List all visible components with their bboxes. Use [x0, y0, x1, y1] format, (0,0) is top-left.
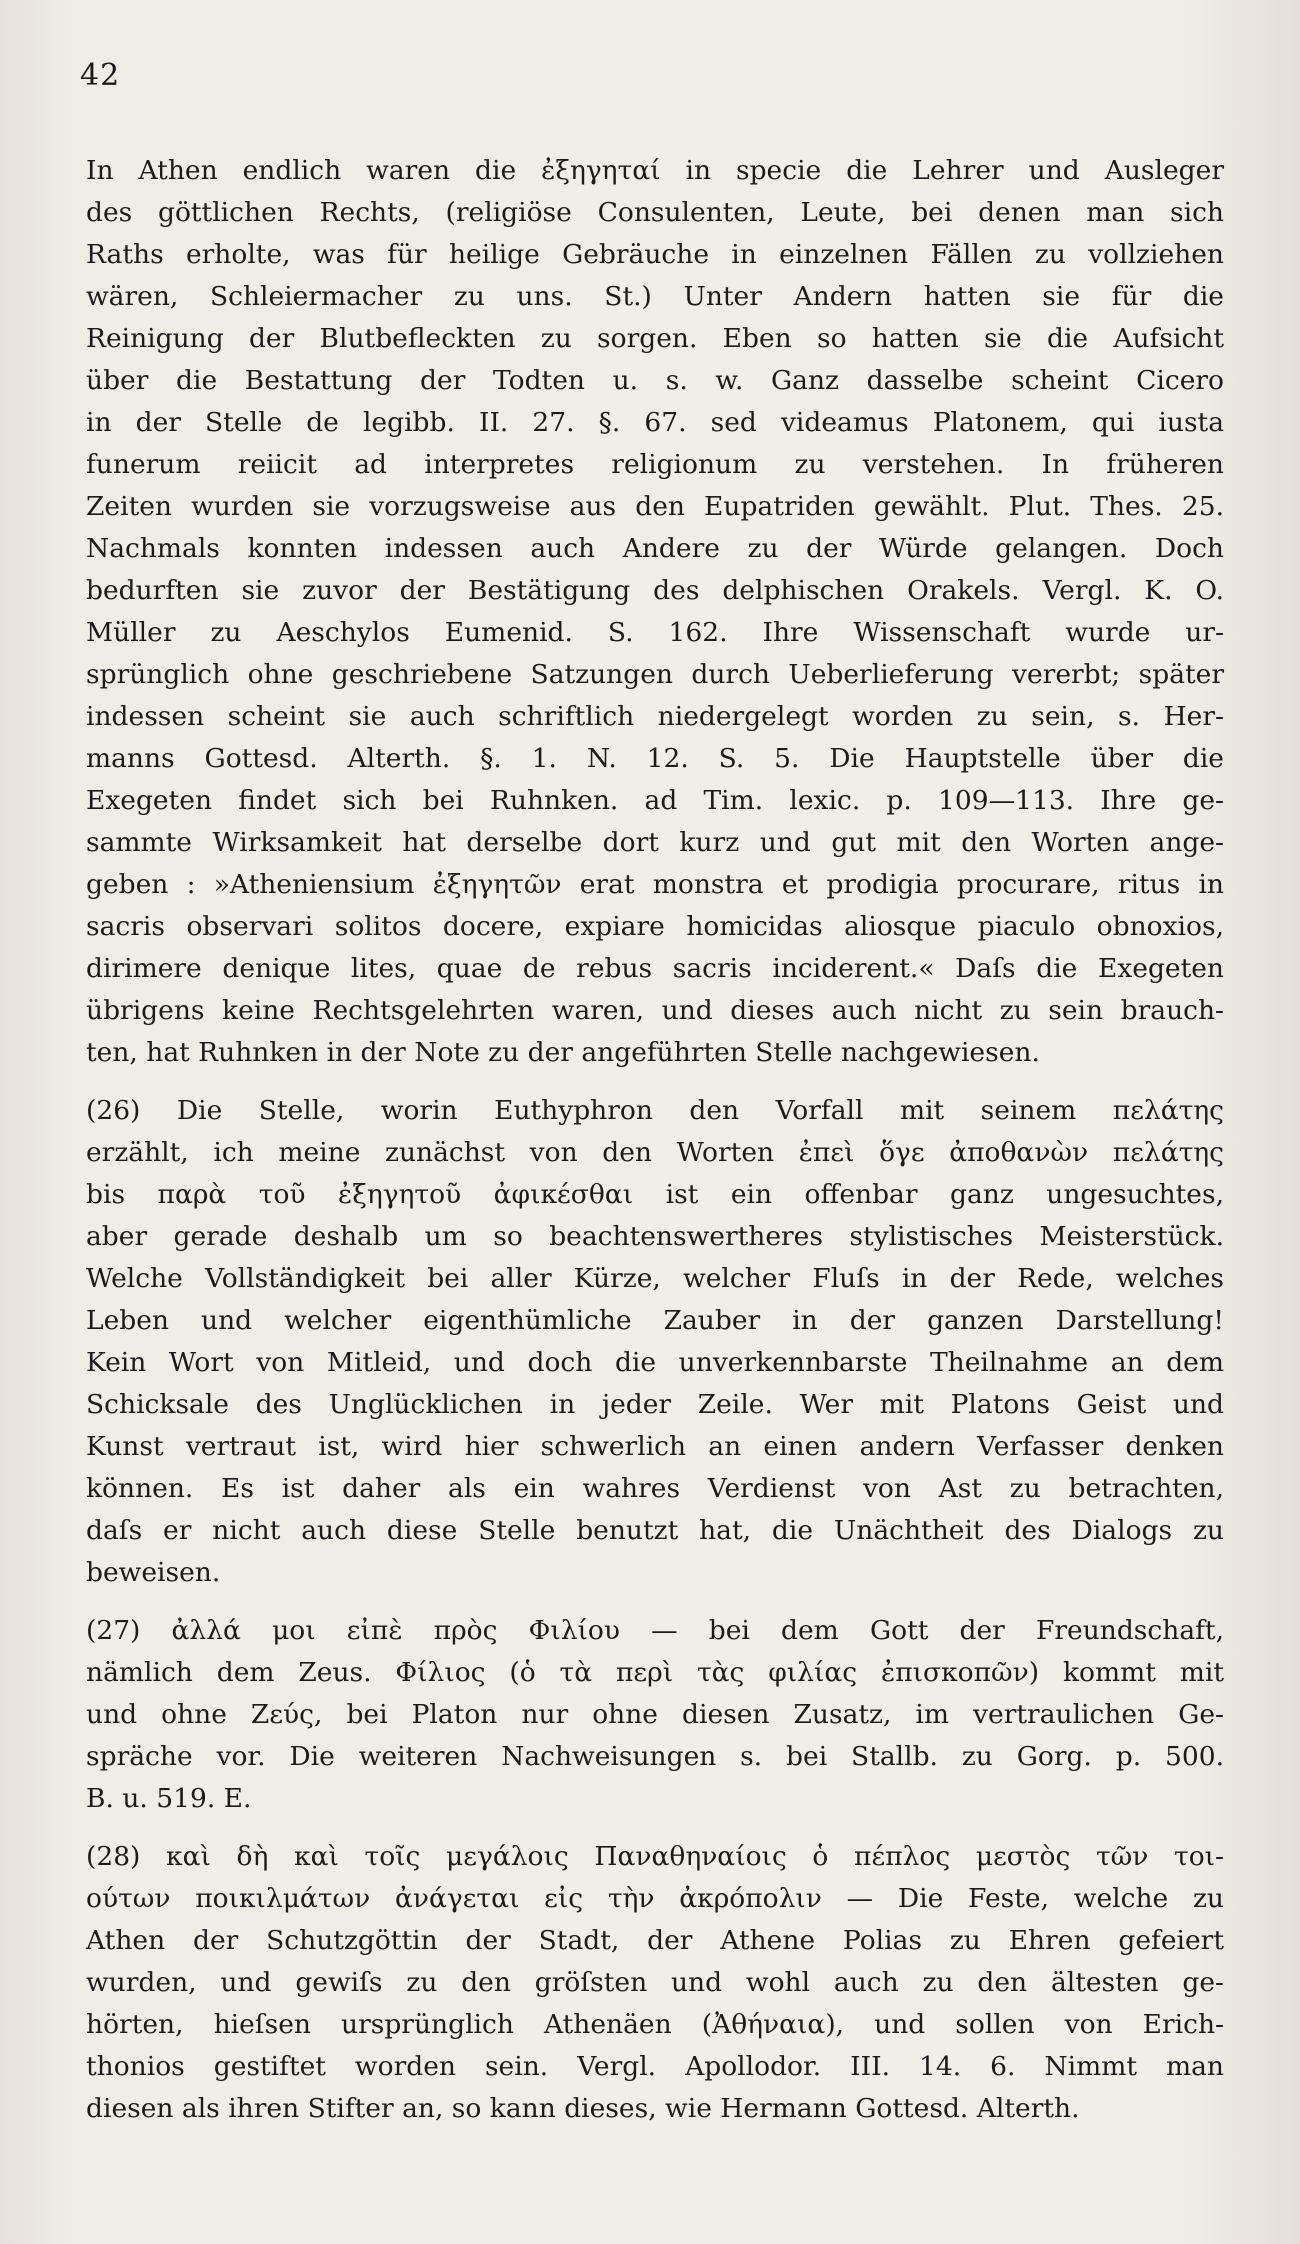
- text-line: sprünglich ohne geschriebene Satzungen durch Ueberlieferung vererbt; später: [86, 659, 1224, 690]
- text-line: Kein Wort von Mitleid, und doch die unverkennbarste Theilnahme an dem: [86, 1347, 1224, 1378]
- text-line: erzählt, ich meine zunächst von den Worten ἐπεὶ ὅγε ἀποθανὼν πελάτης: [86, 1137, 1224, 1168]
- text-line: Leben und welcher eigenthümliche Zauber in der ganzen Darstellung!: [86, 1305, 1224, 1336]
- text-line: Schicksale des Unglücklichen in jeder Zeile. Wer mit Platons Geist und: [86, 1389, 1224, 1420]
- text-line: Nachmals konnten indessen auch Andere zu der Würde gelangen. Doch: [86, 533, 1224, 564]
- text-line: wären, Schleiermacher zu uns. St.) Unter Andern hatten sie für die: [86, 281, 1224, 312]
- text-line: Welche Vollständigkeit bei aller Kürze, welcher Fluſs in der Rede, welches: [86, 1263, 1224, 1294]
- text-line: daſs er nicht auch diese Stelle benutzt hat, die Unächtheit des Dialogs zu: [86, 1515, 1224, 1546]
- text-line: dirimere denique lites, quae de rebus sacris inciderent.« Daſs die Exegeten: [86, 953, 1224, 984]
- text-line: In Athen endlich waren die ἐξηγηταί in specie die Lehrer und Ausleger: [86, 155, 1224, 186]
- text-line: bedurften sie zuvor der Bestätigung des delphischen Orakels. Vergl. K. O.: [86, 575, 1224, 606]
- text-line: manns Gottesd. Alterth. §. 1. N. 12. S. 5. Die Hauptstelle über die: [86, 743, 1224, 774]
- text-line: diesen als ihren Stifter an, so kann dieses, wie Hermann Gottesd. Alterth.: [86, 2093, 1080, 2124]
- paragraph-gap: [86, 1594, 1224, 1610]
- text-line: sacris observari solitos docere, expiare homicidas aliosque piaculo obnoxios,: [86, 911, 1224, 942]
- paragraph-gap: [86, 1820, 1224, 1836]
- text-line: und ohne Ζεύς, bei Platon nur ohne diesen Zusatz, im vertraulichen Ge-: [86, 1699, 1224, 1730]
- text-line: des göttlichen Rechts, (religiöse Consulenten, Leute, bei denen man sich: [86, 197, 1224, 228]
- text-line: nämlich dem Zeus. Φίλιος (ὁ τὰ περὶ τὰς φιλίας ἐπισκοπῶν) kommt mit: [86, 1657, 1224, 1688]
- text-line: (27) ἀλλά μοι εἰπὲ πρὸς Φιλίου — bei dem Gott der Freundschaft,: [86, 1615, 1224, 1646]
- text-line: hörten, hieſsen ursprünglich Athenäen (Ἀθήναια), und sollen von Erich-: [86, 2009, 1224, 2040]
- text-line: beweisen.: [86, 1557, 221, 1588]
- text-line: B. u. 519. E.: [86, 1783, 252, 1814]
- text-line: Zeiten wurden sie vorzugsweise aus den Eupatriden gewählt. Plut. Thes. 25.: [86, 491, 1224, 522]
- text-line: indessen scheint sie auch schriftlich niedergelegt worden zu sein, s. Her-: [86, 701, 1224, 732]
- text-line: (26) Die Stelle, worin Euthyphron den Vorfall mit seinem πελάτης: [86, 1095, 1224, 1126]
- text-line: funerum reiicit ad interpretes religionum zu verstehen. In früheren: [86, 449, 1224, 480]
- text-line: Exegeten findet sich bei Ruhnken. ad Tim. lexic. p. 109—113. Ihre ge-: [86, 785, 1224, 816]
- text-line: übrigens keine Rechtsgelehrten waren, und dieses auch nicht zu sein brauch-: [86, 995, 1224, 1026]
- text-line: Reinigung der Blutbefleckten zu sorgen. Eben so hatten sie die Aufsicht: [86, 323, 1224, 354]
- text-line: bis παρὰ τοῦ ἐξηγητοῦ ἀφικέσθαι ist ein offenbar ganz ungesuchtes,: [86, 1179, 1224, 1210]
- text-line: Kunst vertraut ist, wird hier schwerlich an einen andern Verfasser denken: [86, 1431, 1224, 1462]
- text-line: wurden, und gewiſs zu den gröſsten und wohl auch zu den ältesten ge-: [86, 1967, 1224, 1998]
- page-number: 42: [80, 58, 121, 93]
- text-line: ούτων ποικιλμάτων ἀνάγεται εἰς τὴν ἀκρόπολιν — Die Feste, welche zu: [86, 1883, 1224, 1914]
- text-line: sammte Wirksamkeit hat derselbe dort kurz und gut mit den Worten ange-: [86, 827, 1224, 858]
- text-line: thonios gestiftet worden sein. Vergl. Apollodor. III. 14. 6. Nimmt man: [86, 2051, 1224, 2082]
- paragraph-gap: [86, 1074, 1224, 1090]
- text-line: über die Bestattung der Todten u. s. w. Ganz dasselbe scheint Cicero: [86, 365, 1224, 396]
- text-line: Raths erholte, was für heilige Gebräuche in einzelnen Fällen zu vollziehen: [86, 239, 1224, 270]
- text-line: ten, hat Ruhnken in der Note zu der angeführten Stelle nachgewiesen.: [86, 1037, 1040, 1068]
- text-line: in der Stelle de legibb. II. 27. §. 67. sed videamus Platonem, qui iusta: [86, 407, 1224, 438]
- paragraph-28: [86, 1836, 1224, 2130]
- text-line: können. Es ist daher als ein wahres Verdienst von Ast zu betrachten,: [86, 1473, 1224, 1504]
- paragraph-26: [86, 1090, 1224, 1594]
- paragraph-27: [86, 1610, 1224, 1820]
- page-text: [86, 150, 1224, 2130]
- text-line: Athen der Schutzgöttin der Stadt, der Athene Polias zu Ehren gefeiert: [86, 1925, 1224, 1956]
- text-line: geben : »Atheniensium ἐξηγητῶν erat monstra et prodigia procurare, ritus in: [86, 869, 1224, 900]
- text-line: Müller zu Aeschylos Eumenid. S. 162. Ihre Wissenschaft wurde ur-: [86, 617, 1224, 648]
- text-line: aber gerade deshalb um so beachtenswertheres stylistisches Meisterstück.: [86, 1221, 1224, 1252]
- paragraph-main: [86, 150, 1224, 1074]
- text-line: (28) καὶ δὴ καὶ τοῖς μεγάλοις Παναθηναίοις ὁ πέπλος μεστὸς τῶν τοι-: [86, 1841, 1224, 1872]
- text-line: spräche vor. Die weiteren Nachweisungen s. bei Stallb. zu Gorg. p. 500.: [86, 1741, 1224, 1772]
